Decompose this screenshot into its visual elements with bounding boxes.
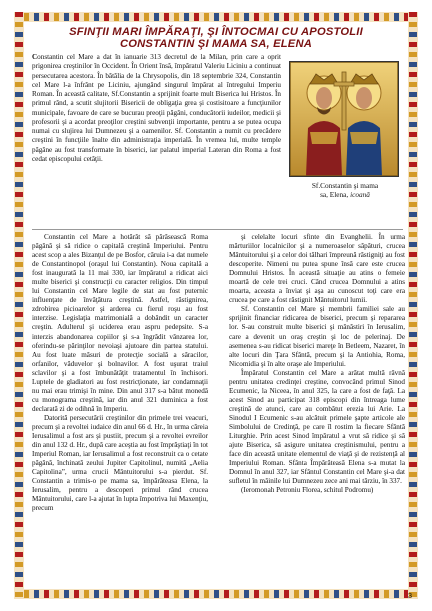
- border-ornament-cell: [74, 13, 79, 21]
- border-ornament-cell: [409, 202, 417, 207]
- border-ornament-cell: [409, 62, 417, 67]
- border-ornament-cell: [334, 590, 339, 598]
- border-ornament-cell: [64, 590, 69, 598]
- border-ornament-cell: [294, 13, 299, 21]
- right-paragraph-1: şi celelalte locuri sfinte din Evanghelii. În urma mărturiilor localnicilor şi a numeroaselor săpături, crucea Mântuitorului şi a celor doi tâlhari împreună răstigniţi au fost descoperite. Nimeni nu putea spune însă care este crucea Domnului Hristos. În această situaţie au atins o femeie moartă de cele trei cruci. Când crucea Domnului a atins moarta, aceasta a înviat şi aşa au cunoscut toţi care era crucea pe care a fost răstignit Mântuitorul lumii.: [229, 233, 405, 305]
- right-ornament-border: [408, 12, 418, 599]
- border-ornament-cell: [409, 522, 417, 527]
- border-ornament-cell: [394, 13, 399, 21]
- border-ornament-cell: [15, 222, 23, 227]
- border-ornament-cell: [334, 13, 339, 21]
- border-ornament-cell: [15, 42, 23, 47]
- border-ornament-cell: [409, 322, 417, 327]
- border-ornament-cell: [409, 482, 417, 487]
- border-ornament-cell: [409, 502, 417, 507]
- article-title: [40, 26, 392, 51]
- border-ornament-cell: [409, 272, 417, 277]
- border-ornament-cell: [15, 192, 23, 197]
- border-ornament-cell: [24, 590, 29, 598]
- caption-line-2-italic: icoană: [350, 190, 370, 199]
- border-ornament-cell: [409, 352, 417, 357]
- border-ornament-cell: [409, 332, 417, 337]
- border-ornament-cell: [284, 13, 289, 21]
- icon-caption: [285, 181, 405, 199]
- border-ornament-cell: [15, 302, 23, 307]
- border-ornament-cell: [15, 352, 23, 357]
- border-ornament-cell: [304, 13, 309, 21]
- border-ornament-cell: [409, 72, 417, 77]
- border-ornament-cell: [314, 590, 319, 598]
- border-ornament-cell: [409, 292, 417, 297]
- border-ornament-cell: [409, 112, 417, 117]
- border-ornament-cell: [34, 590, 39, 598]
- border-ornament-cell: [409, 102, 417, 107]
- border-ornament-cell: [409, 582, 417, 587]
- border-ornament-cell: [15, 162, 23, 167]
- border-ornament-cell: [324, 590, 329, 598]
- border-ornament-cell: [409, 52, 417, 57]
- border-ornament-cell: [15, 262, 23, 267]
- border-ornament-cell: [15, 402, 23, 407]
- border-ornament-cell: [409, 22, 417, 27]
- border-ornament-cell: [204, 13, 209, 21]
- border-ornament-cell: [374, 590, 379, 598]
- saints-icon-image: [289, 61, 399, 177]
- border-ornament-cell: [409, 132, 417, 137]
- border-ornament-cell: [409, 32, 417, 37]
- border-ornament-cell: [15, 32, 23, 37]
- border-ornament-cell: [15, 542, 23, 547]
- border-ornament-cell: [64, 13, 69, 21]
- border-ornament-cell: [409, 162, 417, 167]
- border-ornament-cell: [164, 13, 169, 21]
- border-ornament-cell: [324, 13, 329, 21]
- border-ornament-cell: [344, 13, 349, 21]
- border-ornament-cell: [15, 282, 23, 287]
- border-ornament-cell: [15, 362, 23, 367]
- border-ornament-cell: [84, 13, 89, 21]
- border-ornament-cell: [409, 542, 417, 547]
- border-ornament-cell: [409, 362, 417, 367]
- border-ornament-cell: [15, 232, 23, 237]
- border-ornament-cell: [124, 13, 129, 21]
- left-ornament-border: [14, 12, 24, 599]
- border-ornament-cell: [314, 13, 319, 21]
- border-ornament-cell: [15, 312, 23, 317]
- border-ornament-cell: [15, 102, 23, 107]
- border-ornament-cell: [174, 13, 179, 21]
- border-ornament-cell: [409, 182, 417, 187]
- border-ornament-cell: [409, 212, 417, 217]
- border-ornament-cell: [15, 12, 23, 17]
- border-ornament-cell: [44, 590, 49, 598]
- border-ornament-cell: [409, 552, 417, 557]
- border-ornament-cell: [54, 590, 59, 598]
- border-ornament-cell: [409, 152, 417, 157]
- border-ornament-cell: [254, 13, 259, 21]
- caption-line-2-plain: sa, Elena,: [320, 190, 351, 199]
- border-ornament-cell: [15, 512, 23, 517]
- title-line-1: SFINŢII MARI ÎMPĂRAŢI, ŞI ÎNTOCMAI CU APOSTOLII: [69, 26, 363, 38]
- border-ornament-cell: [154, 590, 159, 598]
- border-ornament-cell: [409, 232, 417, 237]
- border-ornament-cell: [114, 13, 119, 21]
- border-ornament-cell: [15, 552, 23, 557]
- border-ornament-cell: [354, 13, 359, 21]
- caption-line-2: [285, 190, 405, 199]
- border-ornament-cell: [254, 590, 259, 598]
- border-ornament-cell: [15, 112, 23, 117]
- border-ornament-cell: [15, 132, 23, 137]
- border-ornament-cell: [15, 52, 23, 57]
- border-ornament-cell: [15, 562, 23, 567]
- intro-text: onstantin cel Mare a dat în ianuarie 313 decretul de la Milan, prin care a oprit prigonirea creştinilor în Occident. În Orient însă, împăratul Valeriu Liciniu a continuat persecutarea acestora. În bătălia de la Chrysopolis, din 18 septembrie 324, Constantin cel Mare l-a înfrânt pe Liciniu, ajungând singurul împărat al întregului Imperiu Roman. În această calitate, Sf.Constantin a sprijinit foarte mult Biserica lui Hristos. În primul rând, a scutit slujitorii Bisericii de obligaţia grea şi costisitoare a funcţiunilor municipale, favoare de care se bucurau preoţii păgâni, conducătorii iudeilor, medicii şi profesorii şi a acordat preoţilor creştini subvenţii importante, pentru a se putea ocupa numai cu slujirea lui Dumnezeu şi a oamenilor. Sf. Constantin a numit cu precădere creştini în funcţiile înalte din administraţia imperială. În vremea lui, multe temple păgâne au fost transformate în biserici, iar palatul imperial Lateran din Roma a fost cedat episcopului cetăţii.: [32, 53, 281, 163]
- border-ornament-cell: [94, 13, 99, 21]
- intro-paragraph: [32, 53, 281, 164]
- border-ornament-cell: [409, 302, 417, 307]
- border-ornament-cell: [15, 82, 23, 87]
- top-ornament-border: [14, 12, 418, 22]
- border-ornament-cell: [264, 590, 269, 598]
- border-ornament-cell: [409, 222, 417, 227]
- border-ornament-cell: [15, 202, 23, 207]
- border-ornament-cell: [15, 482, 23, 487]
- border-ornament-cell: [364, 590, 369, 598]
- border-ornament-cell: [224, 13, 229, 21]
- bottom-ornament-border: [14, 589, 418, 599]
- border-ornament-cell: [214, 590, 219, 598]
- border-ornament-cell: [234, 13, 239, 21]
- border-ornament-cell: [354, 590, 359, 598]
- border-ornament-cell: [94, 590, 99, 598]
- border-ornament-cell: [15, 422, 23, 427]
- border-ornament-cell: [409, 462, 417, 467]
- border-ornament-cell: [15, 522, 23, 527]
- border-ornament-cell: [144, 13, 149, 21]
- left-article-column: [32, 233, 208, 513]
- left-paragraph-2: Datorită persecutării creştinilor din primele trei veacuri, precum şi a revoltei iudaice din anul 66 d. Hr., în urma căreia Ierusalimul a fost ars şi pustiit, precum şi a revoltei evreilor din anul 132 d. Hr., după care aceştia au fost împrăştiaţi în tot Imperiul Roman, iar Ierusalimul a fost reconstruit ca o cetate păgână, închinată zeului Jupiter Capitolinul, numită „Aelia Capitolina”, urma crucii Mântuitorului s-a pierdut. Sf. Constantin a trimis-o pe mama sa, împărăteasa Elena, la Ierusalim, pentru a descoperi primul rând crucea Mântuitorului, care l-a ajutat în lupta împotriva lui Maxenţiu, precum: [32, 413, 208, 513]
- border-ornament-cell: [15, 572, 23, 577]
- border-ornament-cell: [15, 372, 23, 377]
- border-ornament-cell: [284, 590, 289, 598]
- border-ornament-cell: [15, 152, 23, 157]
- border-ornament-cell: [15, 322, 23, 327]
- caption-line-1: Sf.Constantin şi mama: [311, 181, 379, 190]
- border-ornament-cell: [409, 192, 417, 197]
- border-ornament-cell: [409, 382, 417, 387]
- border-ornament-cell: [15, 592, 23, 597]
- border-ornament-cell: [194, 590, 199, 598]
- border-ornament-cell: [264, 13, 269, 21]
- border-ornament-cell: [344, 590, 349, 598]
- border-ornament-cell: [409, 82, 417, 87]
- border-ornament-cell: [15, 72, 23, 77]
- border-ornament-cell: [294, 590, 299, 598]
- right-paragraph-2: Sf. Constantin cel Mare şi membrii familiei sale au sprijinit financiar ridicarea de biserici, precum şi repararea lor. S-au construit multe biserici şi mânăstiri în Ierusalim, care a devenit un oraş creştin şi loc de pelerinaj. De asemenea s-au ridicat biserici mareţe în Betleem, Nazaret, în alte locuri din Ţara Sfântă, precum şi la Antiohia, Roma, Nicomidia şi în alte oraşe ale Imperiului.: [229, 305, 405, 368]
- border-ornament-cell: [104, 13, 109, 21]
- border-ornament-cell: [374, 13, 379, 21]
- border-ornament-cell: [394, 590, 399, 598]
- border-ornament-cell: [15, 122, 23, 127]
- border-ornament-cell: [409, 402, 417, 407]
- border-ornament-cell: [15, 442, 23, 447]
- page-number: 3: [407, 591, 413, 600]
- border-ornament-cell: [144, 590, 149, 598]
- border-ornament-cell: [304, 590, 309, 598]
- border-ornament-cell: [384, 590, 389, 598]
- border-ornament-cell: [409, 452, 417, 457]
- border-ornament-cell: [15, 62, 23, 67]
- border-ornament-cell: [164, 590, 169, 598]
- border-ornament-cell: [114, 590, 119, 598]
- border-ornament-cell: [15, 212, 23, 217]
- border-ornament-cell: [384, 13, 389, 21]
- border-ornament-cell: [15, 92, 23, 97]
- border-ornament-cell: [409, 442, 417, 447]
- border-ornament-cell: [15, 462, 23, 467]
- border-ornament-cell: [74, 590, 79, 598]
- border-ornament-cell: [409, 92, 417, 97]
- right-article-column: [229, 233, 405, 495]
- border-ornament-cell: [409, 512, 417, 517]
- border-ornament-cell: [134, 590, 139, 598]
- border-ornament-cell: [174, 590, 179, 598]
- drop-cap: C: [32, 53, 38, 61]
- border-ornament-cell: [15, 532, 23, 537]
- border-ornament-cell: [15, 502, 23, 507]
- border-ornament-cell: [409, 432, 417, 437]
- border-ornament-cell: [409, 572, 417, 577]
- border-ornament-cell: [15, 412, 23, 417]
- border-ornament-cell: [409, 122, 417, 127]
- title-line-2: CONSTANTIN ŞI MAMA SA, ELENA: [119, 38, 313, 51]
- border-ornament-cell: [184, 13, 189, 21]
- left-paragraph-1: Constantin cel Mare a hotărât să părăsească Roma păgână şi să ridice o capitală creştină Imperiului. Pentru acest scop a ales Bizanţul de pe Bosfor, căruia i-a dat numele de Constantinopol (oraşul lui Constantin). Noua capitală a fost inaugurată la 11 mai 330, iar împăratul a ridicat aici multe biserici şi construcţii cu caracter religios. Din timpul lui Constantin cel Mare legile de stat au fost puternic influenţate de învăţătura creştină. Astfel, răstignirea, zdrobirea picioarelor şi arderea cu fierul roşu au fost interzise. Legislaţia matrimonială a dobândit un caracter creştin. Adulterul şi uciderea erau aspru pedepsite. S-a interzis abandonarea copiilor şi s-a îngrădit vânzarea lor, oferindu-se părinţilor nevoiaşi ajutoare din partea statului. Au fost luate măsuri de protecţie socială a săracilor, orfanilor, văduvelor şi bolnavilor. A fost uşurat traiul sclavilor şi a fost îmbunătăţit tratamentul în închisori. Luptele de gladiatori au fost restricţionate, iar condamnaţii nu mai erau trimişi în mine. Din anul 317 s-a bătut monedă cu monograma creştină, iar din anul 321 duminica a fost declarată zi de odihnă în Imperiu.: [32, 233, 208, 413]
- author-signature: (Ieromonah Petroniu Florea, schitul Podromu): [241, 486, 374, 495]
- border-ornament-cell: [15, 582, 23, 587]
- border-ornament-cell: [409, 262, 417, 267]
- border-ornament-cell: [214, 13, 219, 21]
- border-ornament-cell: [15, 382, 23, 387]
- border-ornament-cell: [84, 590, 89, 598]
- border-ornament-cell: [409, 42, 417, 47]
- border-ornament-cell: [15, 492, 23, 497]
- border-ornament-cell: [409, 472, 417, 477]
- border-ornament-cell: [234, 590, 239, 598]
- border-ornament-cell: [134, 13, 139, 21]
- border-ornament-cell: [409, 172, 417, 177]
- border-ornament-cell: [184, 590, 189, 598]
- right-paragraph-3: Împăratul Constantin cel Mare a arătat multă râvnă pentru unitatea credinţei creştine, convocând primul Sinod Ecumenic, la Niceea, în anul 325, la care a fost de faţă. La acest Sinod au participat 318 episcopi din întreaga lume creştină de atunci, care au combătut erezia lui Arie. La Sinodul I Ecumenic s-au alcătuit primele şapte articole ale Simbolului de Credinţă, pe care îl rostim la fiecare Sfântă Liturghie. Prin acest Sinod împăratul a vrut să ridice şi să ajute Biserica, să asigure unitatea creştinismului, pentru a face din această unitate elementul de viaţă şi de rezistenţă al Imperiului Roman. Sfânta Împărăteasă Elena s-a mutat la Domnul în anul 327, iar Sfântul Constantin cel Mare şi-a dat sufletul în mâinile lui Dumnezeu zece ani mai târziu, în 337.: [229, 368, 405, 486]
- border-ornament-cell: [154, 13, 159, 21]
- border-ornament-cell: [15, 242, 23, 247]
- border-ornament-cell: [409, 372, 417, 377]
- border-ornament-cell: [15, 452, 23, 457]
- border-ornament-cell: [409, 312, 417, 317]
- border-ornament-cell: [15, 432, 23, 437]
- saints-icon-illustration: [290, 62, 398, 176]
- border-ornament-cell: [15, 182, 23, 187]
- border-ornament-cell: [15, 472, 23, 477]
- border-ornament-cell: [409, 282, 417, 287]
- border-ornament-cell: [15, 172, 23, 177]
- border-ornament-cell: [409, 342, 417, 347]
- border-ornament-cell: [409, 12, 417, 17]
- border-ornament-cell: [409, 562, 417, 567]
- border-ornament-cell: [15, 392, 23, 397]
- border-ornament-cell: [44, 13, 49, 21]
- border-ornament-cell: [15, 292, 23, 297]
- border-ornament-cell: [194, 13, 199, 21]
- border-ornament-cell: [409, 412, 417, 417]
- border-ornament-cell: [204, 590, 209, 598]
- border-ornament-cell: [409, 392, 417, 397]
- border-ornament-cell: [409, 252, 417, 257]
- border-ornament-cell: [224, 590, 229, 598]
- border-ornament-cell: [15, 142, 23, 147]
- border-ornament-cell: [409, 492, 417, 497]
- border-ornament-cell: [15, 272, 23, 277]
- border-ornament-cell: [15, 252, 23, 257]
- border-ornament-cell: [54, 13, 59, 21]
- border-ornament-cell: [104, 590, 109, 598]
- border-ornament-cell: [244, 13, 249, 21]
- border-ornament-cell: [124, 590, 129, 598]
- border-ornament-cell: [409, 142, 417, 147]
- border-ornament-cell: [409, 242, 417, 247]
- section-divider: [32, 229, 403, 230]
- border-ornament-cell: [274, 13, 279, 21]
- border-ornament-cell: [364, 13, 369, 21]
- border-ornament-cell: [15, 22, 23, 27]
- border-ornament-cell: [34, 13, 39, 21]
- border-ornament-cell: [15, 342, 23, 347]
- border-ornament-cell: [15, 332, 23, 337]
- border-ornament-cell: [24, 13, 29, 21]
- border-ornament-cell: [409, 532, 417, 537]
- border-ornament-cell: [409, 422, 417, 427]
- border-ornament-cell: [274, 590, 279, 598]
- border-ornament-cell: [244, 590, 249, 598]
